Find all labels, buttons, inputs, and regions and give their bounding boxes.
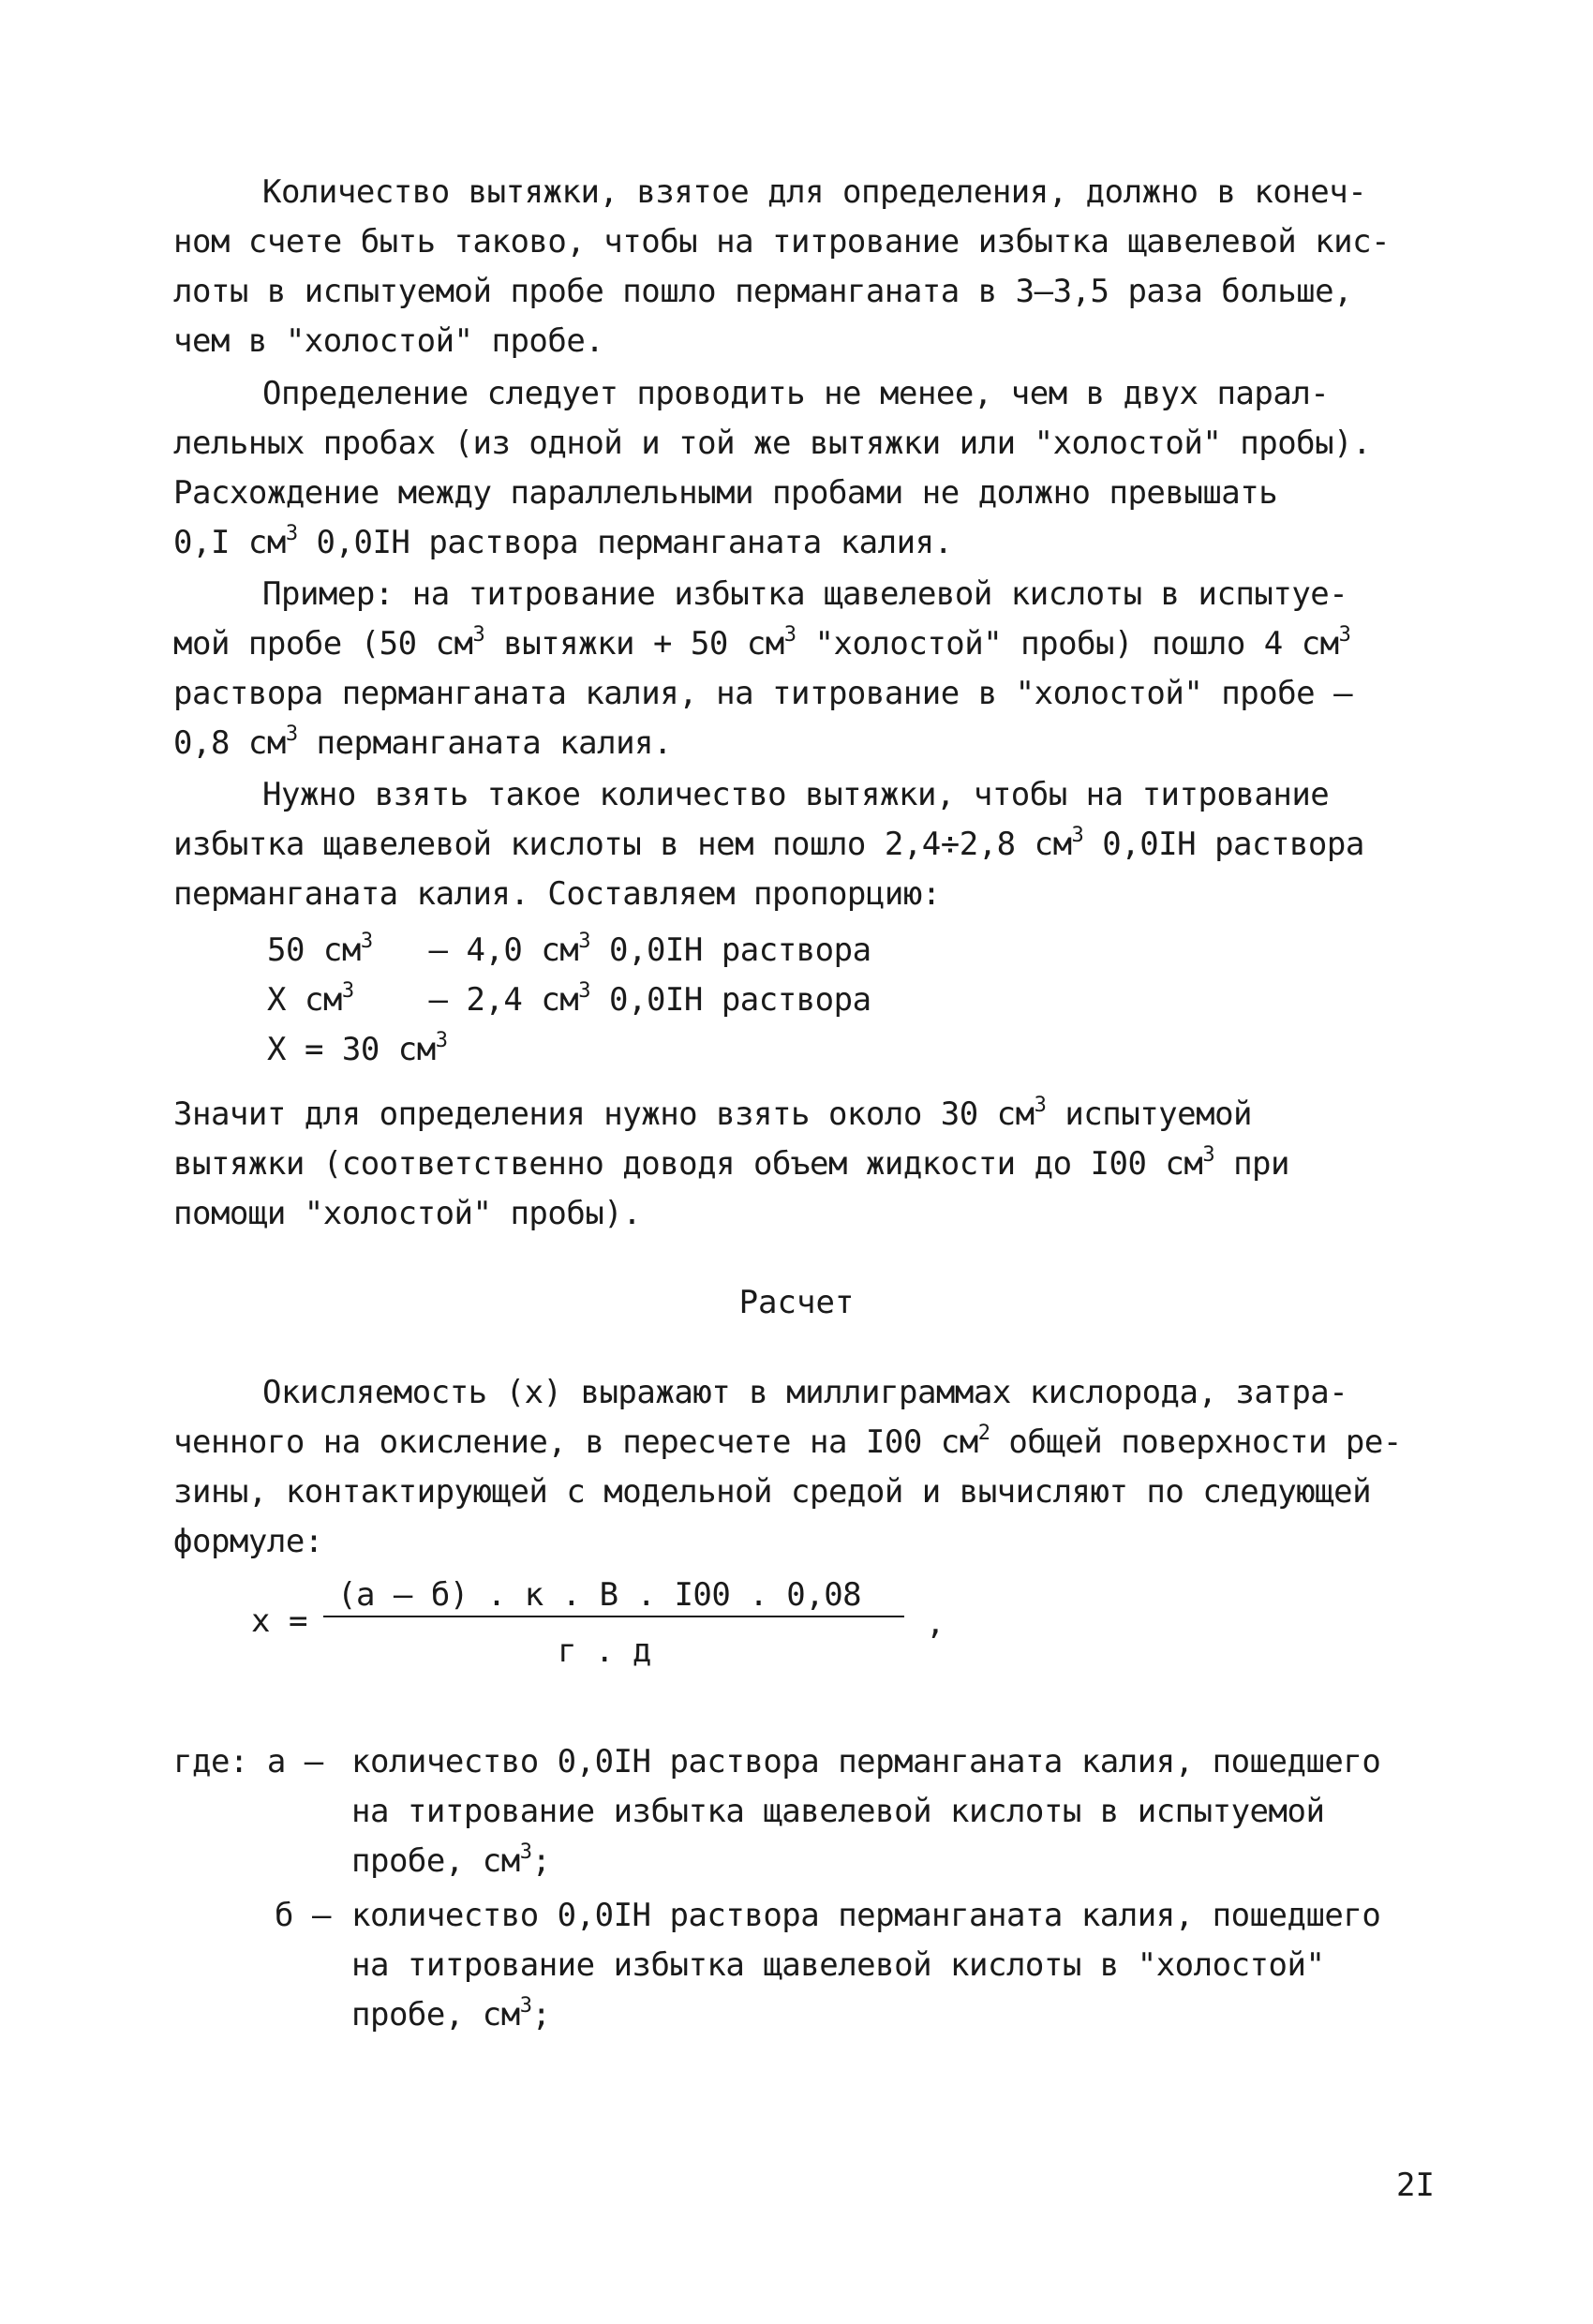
proportion-row1: 50 $см^3 - 4,0$ $см^3$ 0,0IН раствора [267, 930, 871, 969]
calc-line3: зины, контактирующей с модельной средой и вычисляют по следующей [173, 1473, 1372, 1511]
def-a-line3: пробе, $см^3$; [351, 1840, 551, 1880]
def-a-line1: количество 0,0IН раствора перманганата калия, пошедшего [351, 1743, 1381, 1780]
example-line4: 0,8 $см^3$ перманганата калия. [173, 723, 672, 762]
example-line2: мой пробе (50 $см^3$ вытяжки + 50 $см^3$ "холостой" пробы) пошло 4 $см^3$ [173, 623, 1351, 663]
calc-line1: Окисляемость (х) выражают в миллиграммах кислорода, затра- [262, 1374, 1348, 1411]
def-a-line2: на титрование избытка щавелевой кислоты в испытуемой [351, 1793, 1325, 1830]
paragraph1-line2: ном счете быть таково, чтобы на титрование избытка щавелевой кис- [173, 223, 1391, 261]
paragraph4-line1: Нужно взять такое количество вытяжки, чтобы на титрование [262, 776, 1330, 813]
conclusion-line3: помощи "холостой" пробы). [173, 1195, 642, 1232]
fraction-bar [323, 1616, 904, 1617]
paragraph2-line4: 0,I $см^3$ 0,0IН раствора перманганата калия. [173, 522, 953, 561]
conclusion-line2: вытяжки (соответственно доводя объем жидкости до I00 $см^3$ при [173, 1143, 1289, 1183]
proportion-row3: Х = 30 $см^3$ [267, 1029, 448, 1068]
paragraph4-line3: перманганата калия. Составляем пропорцию: [173, 875, 941, 913]
formula-denominator: г . д [558, 1632, 651, 1670]
paragraph1-line3: лоты в испытуемой пробе пошло перманганата в 3–3,5 раза больше, [173, 273, 1353, 310]
conclusion-line1: Значит для определения нужно взять около 30 $см^3$ испытуемой [173, 1094, 1253, 1133]
calc-line2: ченного на окисление, в пересчете на I00 $см^2$ общей поверхности ре- [173, 1422, 1402, 1461]
formula-lhs: х = [251, 1602, 307, 1640]
where-intro: где: а – [173, 1743, 323, 1780]
def-b-line3: пробе, $см^3$; [351, 1994, 551, 2034]
formula-numerator: (а – б) . к . В . I00 . 0,08 [337, 1576, 862, 1614]
page-number: 2I [1396, 2167, 1435, 2204]
def-b-line1: количество 0,0IН раствора перманганата калия, пошедшего [351, 1897, 1381, 1934]
paragraph1-line1: Количество вытяжки, взятое для определения, должно в конеч- [262, 173, 1367, 211]
calc-line4: формуле: [173, 1523, 323, 1560]
example-line1: Пример: на титрование избытка щавелевой кислоты в испытуе- [262, 575, 1348, 613]
example-line3: раствора перманганата калия, на титрование в "холостой" пробе – [173, 675, 1353, 712]
paragraph2-line3: Расхождение между параллельными пробами не должно превышать [173, 474, 1278, 512]
def-b-label: б – [275, 1897, 331, 1934]
def-b-line2: на титрование избытка щавелевой кислоты в "холостой" [351, 1946, 1325, 1984]
paragraph2-line1: Определение следует проводить не менее, чем в двух парал- [262, 375, 1330, 412]
proportion-row2: Х $см^3$ – 2,4 $см^3$ 0,0IН раствора [267, 979, 871, 1019]
section-heading: Расчет [738, 1284, 855, 1321]
formula-trailing-comma: , [926, 1604, 945, 1642]
paragraph1-line4: чем в "холостой" пробе. [173, 322, 604, 360]
paragraph2-line2: лельных пробах (из одной и той же вытяжки или "холостой" пробы). [173, 425, 1372, 462]
paragraph4-line2: избытка щавелевой кислоты в нем пошло 2,4÷2,8 $см^3$ 0,0IН раствора [173, 824, 1364, 863]
